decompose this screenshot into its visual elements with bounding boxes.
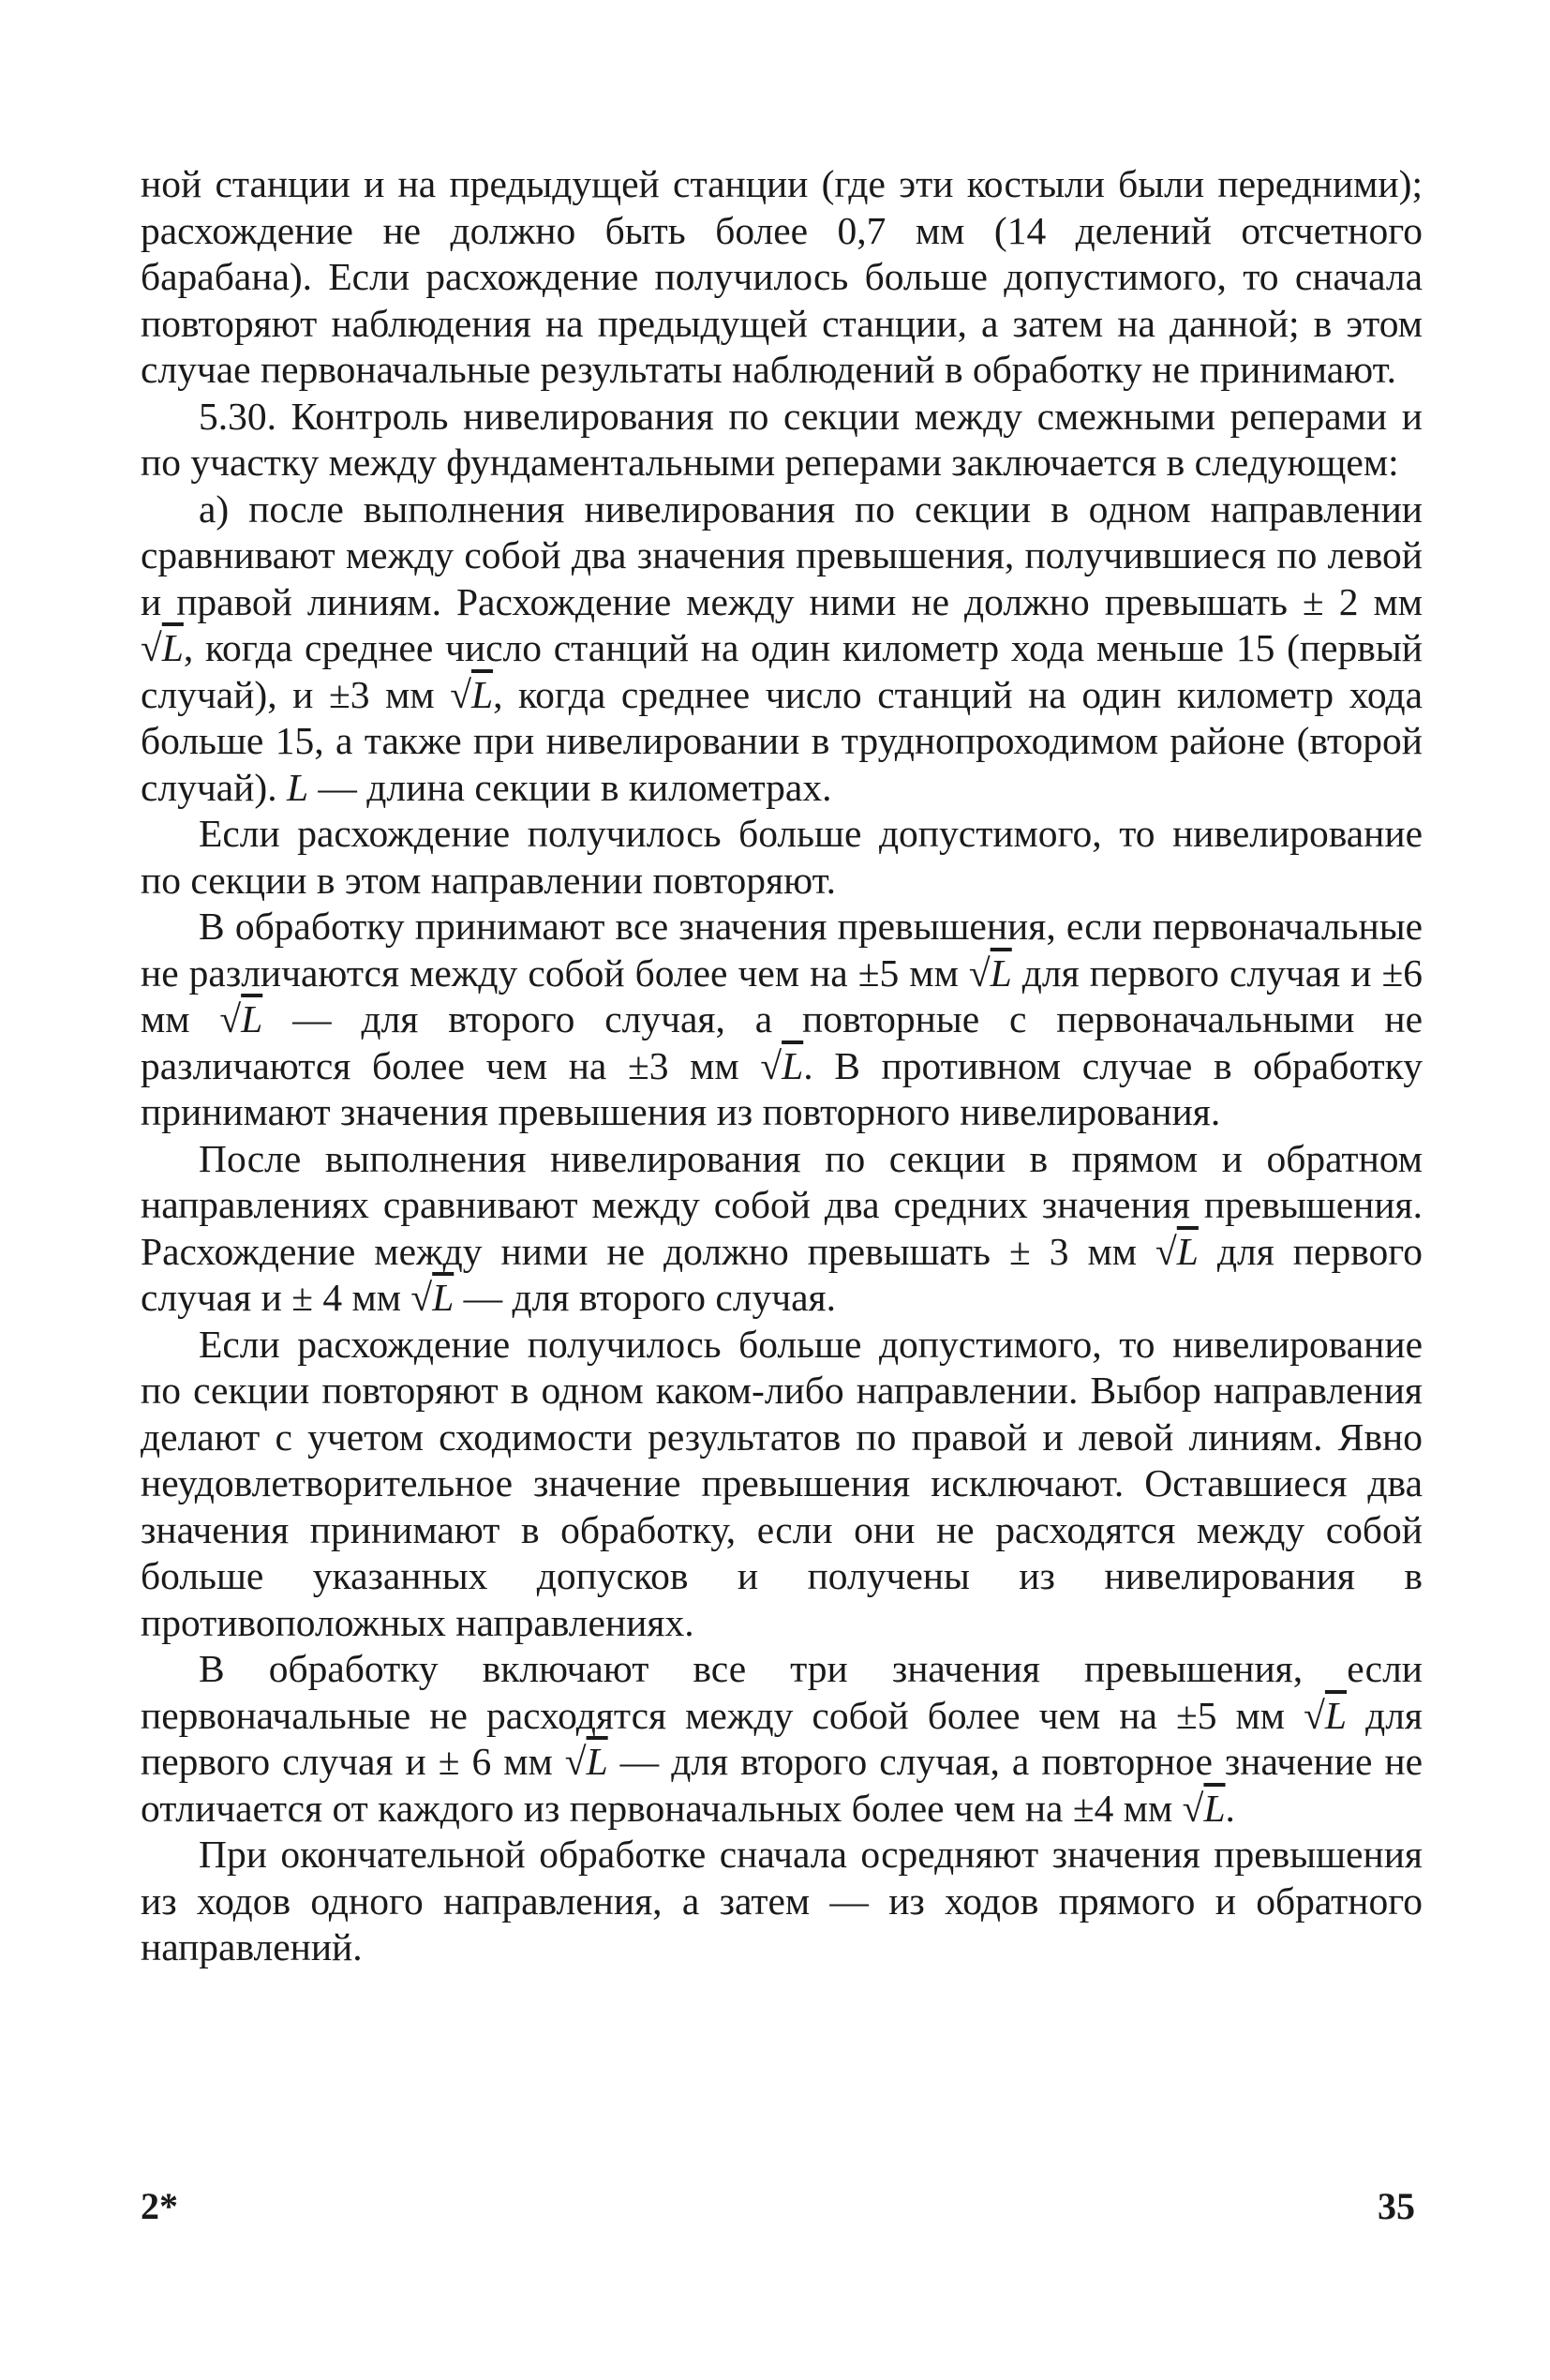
text-run: для первого случая и ± 6 мм bbox=[141, 1693, 1423, 1783]
text-run: — для второго случая, а повторное значение не отличается от каждого из первоначальных более чем на ±4 мм bbox=[141, 1740, 1423, 1830]
body-text bbox=[141, 161, 1423, 1971]
text-run: — длина секции в километрах. bbox=[308, 765, 832, 809]
text-run: а) после выполнения нивелирования по секции в одном направлении сравнивают между собой два значения превышения, получившиеся по левой и правой линиям. Расхождение между ними не должно превышать ± 2 мм bbox=[141, 486, 1423, 623]
text-run: Если расхождение получилось больше допустимого, то нивелирование по секции в этом направлении повторяют. bbox=[141, 812, 1423, 902]
text-run: Если расхождение получилось больше допустимого, то нивелирование по секции повторяют в одном каком-либо направлении. Выбор направления делают с учетом сходимости результатов по правой и левой линиям. Явно неудовлетворительное значение превышения исключают. Оставшиеся два значения принимают в обработку, если они не расходятся между собой больше указанных допусков и получены из нивелирования в противоположных направлениях. bbox=[141, 1322, 1423, 1644]
sqrt-expression: √L bbox=[564, 1740, 608, 1783]
paragraph bbox=[141, 811, 1423, 904]
sqrt-expression: √L bbox=[1304, 1693, 1348, 1737]
sqrt-expression: √L bbox=[410, 1276, 455, 1319]
radicand: L bbox=[470, 672, 494, 716]
sqrt-expression: √L bbox=[1182, 1786, 1226, 1830]
page-number: 35 bbox=[1378, 2185, 1415, 2227]
text-run: После выполнения нивелирования по секции в прямом и обратном направлениях сравнивают между собой два средних значения превышения. Расхождение между ними не должно превышать ± 3 мм bbox=[141, 1136, 1423, 1273]
paragraph bbox=[141, 1322, 1423, 1647]
text-run: При окончательной обработке сначала осредняют значения превышения из ходов одного направления, а затем — из ходов прямого и обратного направлений. bbox=[141, 1833, 1423, 1968]
radicand: L bbox=[586, 1740, 608, 1783]
sqrt-expression: √L bbox=[760, 1043, 804, 1087]
text-run: . bbox=[1225, 1786, 1235, 1830]
radicand: L bbox=[1176, 1229, 1199, 1273]
text-run: В обработку включают все три значения превышения, если первоначальные не расходятся между собой более чем на ±5 мм bbox=[141, 1647, 1423, 1737]
radicand: L bbox=[990, 951, 1012, 995]
text-run: . В противном случае в обработку принимают значения превышения из повторного нивелирования. bbox=[141, 1043, 1423, 1133]
radicand: L bbox=[432, 1276, 455, 1319]
radicand: L bbox=[782, 1043, 804, 1087]
paragraph bbox=[141, 904, 1423, 1136]
radicand: L bbox=[1203, 1786, 1226, 1830]
text-run: 5.30. Контроль нивелирования по секции между смежными реперами и по участку между фундаментальными реперами заключается в следующем: bbox=[141, 394, 1423, 484]
paragraph bbox=[141, 486, 1423, 812]
sqrt-expression: √L bbox=[219, 997, 263, 1040]
radicand: L bbox=[1324, 1693, 1348, 1737]
sqrt-expression: √L bbox=[968, 951, 1012, 995]
text-run: ной станции и на предыдущей станции (где эти костыли были передними); расхождение не должно быть более 0,7 мм (14 делений отсчетного барабана). Если расхождение получилось больше допустимого, то сначала повторяют наблюдения на предыдущей станции, а затем на данной; в этом случае первоначальные результаты наблюдений в обработку не принимают. bbox=[141, 162, 1423, 391]
text-run: , когда среднее число станций на один километр хода меньше 15 (первый случай), и ±3 мм bbox=[141, 626, 1423, 716]
radicand: L bbox=[161, 626, 184, 669]
radicand: L bbox=[241, 997, 263, 1040]
text-run: — для второго случая. bbox=[454, 1276, 836, 1319]
text-run: — для второго случая, а повторные с первоначальными не различаются более чем на ±3 мм bbox=[141, 997, 1423, 1087]
signature-mark: 2* bbox=[141, 2185, 178, 2227]
text-run: , когда среднее число станций на один километр хода больше 15, а также при нивелировании в труднопроходимом районе (второй случай). bbox=[141, 672, 1423, 809]
italic-symbol: L bbox=[286, 765, 309, 809]
sqrt-expression: √L bbox=[1155, 1229, 1199, 1273]
sqrt-expression: √L bbox=[141, 626, 184, 669]
paragraph bbox=[141, 1832, 1423, 1971]
paragraph bbox=[141, 1136, 1423, 1322]
text-run: для первого случая и ±6 мм bbox=[141, 951, 1423, 1040]
sqrt-expression: √L bbox=[450, 672, 494, 716]
paragraph bbox=[141, 1646, 1423, 1832]
paragraph bbox=[141, 394, 1423, 486]
text-run: для первого случая и ± 4 мм bbox=[141, 1229, 1423, 1319]
paragraph bbox=[141, 161, 1423, 394]
text-run: В обработку принимают все значения превышения, если первоначальные не различаются между собой более чем на ±5 мм bbox=[141, 905, 1423, 995]
